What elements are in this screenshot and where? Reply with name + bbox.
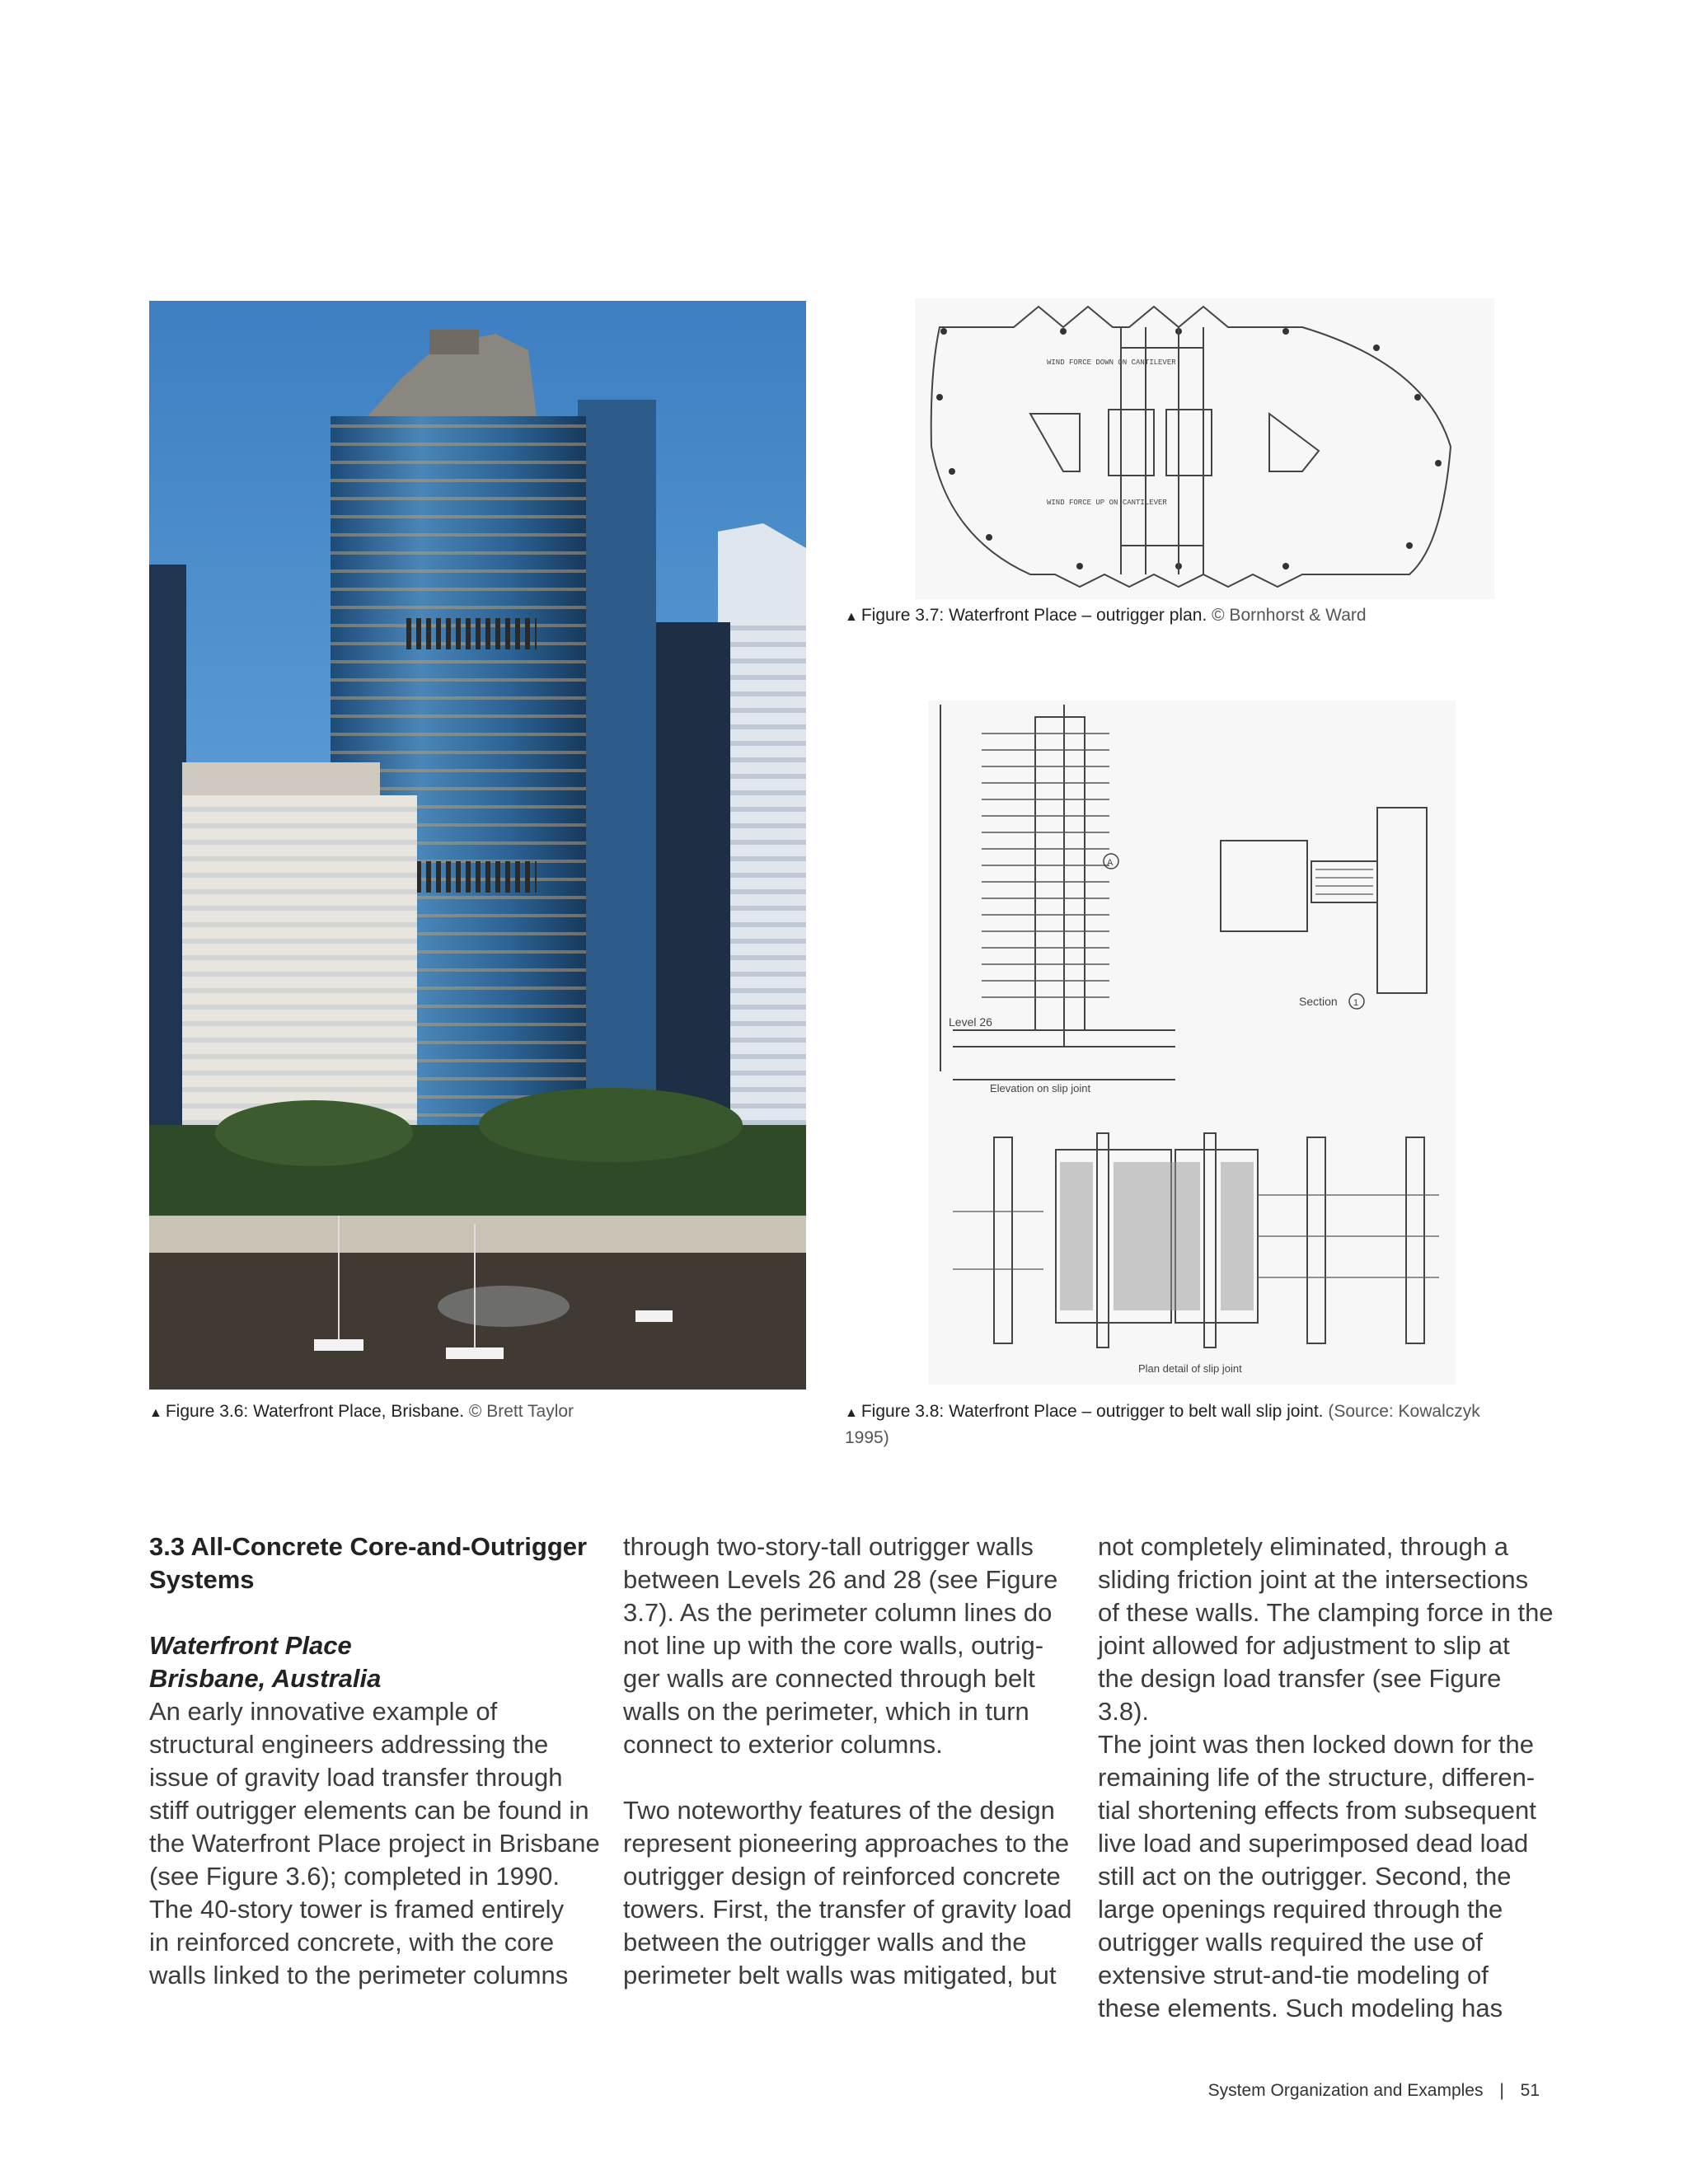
section-heading-line-1: 3.3 All-Concrete Core-and-Outrigger — [149, 1532, 588, 1561]
paragraph-line: between the outrigger walls and the — [623, 1928, 1027, 1957]
marker-a: A — [1107, 858, 1114, 868]
paragraph-line: 3.7). As the perimeter column lines do — [623, 1598, 1053, 1627]
paragraph-line: outrigger design of reinforced concrete — [623, 1862, 1061, 1891]
paragraph-line: remaining life of the structure, differen- — [1098, 1763, 1536, 1792]
paragraph-line: represent pioneering approaches to the — [623, 1829, 1070, 1858]
figure-3-6-photo — [149, 301, 806, 1390]
paragraph-line: The 40-story tower is framed entirely — [149, 1895, 565, 1924]
caption-marker-icon: ▲ — [149, 1406, 162, 1420]
body-column-3 — [1098, 1530, 1559, 2025]
figure-3-8-caption — [845, 1399, 1521, 1451]
figure-3-7-credit: © Bornhorst & Ward — [1212, 606, 1367, 625]
figure-3-6-caption — [149, 1399, 800, 1426]
paragraph-line: through two-story-tall outrigger walls — [623, 1532, 1034, 1561]
paragraph-line: connect to exterior columns. — [623, 1730, 943, 1759]
project-location: Brisbane, Australia — [149, 1664, 382, 1693]
paragraph-line: live load and superimposed dead load — [1098, 1829, 1529, 1858]
elevation-label: Elevation on slip joint — [990, 1082, 1091, 1094]
figure-3-8-title: Figure 3.8: Waterfront Place – outrigger to belt wall slip joint. — [860, 1402, 1324, 1421]
paragraph-line: The joint was then locked down for the — [1098, 1730, 1535, 1759]
figure-3-7-caption — [845, 603, 1504, 630]
paragraph-line: walls on the perimeter, which in turn — [623, 1697, 1029, 1726]
project-name: Waterfront Place — [149, 1631, 352, 1660]
figure-3-6-title: Figure 3.6: Waterfront Place, Brisbane. — [165, 1402, 465, 1421]
figure-3-7-drawing — [915, 298, 1494, 599]
figure-3-6-credit: © Brett Taylor — [468, 1402, 574, 1421]
slip-joint-drawing — [928, 701, 1456, 1385]
paragraph-line: extensive strut-and-tie modeling of — [1098, 1961, 1489, 1990]
page-footer — [1208, 2081, 1540, 2101]
paragraph-line: the Waterfront Place project in Brisbane — [149, 1829, 600, 1858]
figure-3-8-drawing — [928, 701, 1456, 1385]
outrigger-plan-drawing — [915, 298, 1494, 599]
section-number: 1 — [1353, 998, 1359, 1008]
paragraph-line: structural engineers addressing the — [149, 1730, 549, 1759]
waterfront-place-photo — [149, 301, 806, 1390]
footer-section-title: System Organization and Examples — [1207, 2081, 1484, 2100]
paragraph-line: in reinforced concrete, with the core — [149, 1928, 555, 1957]
paragraph-line: not line up with the core walls, outrig- — [623, 1631, 1044, 1660]
paragraph-line: towers. First, the transfer of gravity load — [623, 1895, 1072, 1924]
paragraph-line: stiff outrigger elements can be found in — [149, 1796, 589, 1825]
paragraph-line: ger walls are connected through belt — [623, 1664, 1035, 1693]
paragraph-line: (see Figure 3.6); completed in 1990. — [149, 1862, 560, 1891]
caption-marker-icon: ▲ — [845, 1406, 858, 1420]
caption-marker-icon: ▲ — [845, 610, 858, 624]
paragraph-line: large openings required through the — [1098, 1895, 1503, 1924]
paragraph-line: the design load transfer (see Figure 3.8). — [1098, 1664, 1502, 1726]
paragraph-line: between Levels 26 and 28 (see Figure — [623, 1565, 1058, 1594]
paragraph-line: these elements. Such modeling has — [1098, 1994, 1503, 2022]
plan-label: Plan detail of slip joint — [1138, 1362, 1242, 1375]
paragraph-line: An early innovative example of — [149, 1697, 498, 1726]
level-26-label: Level 26 — [949, 1015, 992, 1029]
paragraph-line: tial shortening effects from subsequent — [1098, 1796, 1536, 1825]
paragraph-line: issue of gravity load transfer through — [149, 1763, 563, 1792]
paragraph-line: perimeter belt walls was mitigated, but — [623, 1961, 1057, 1990]
paragraph-line: sliding friction joint at the intersections — [1098, 1565, 1529, 1594]
paragraph-line: joint allowed for adjustment to slip at — [1098, 1631, 1510, 1660]
paragraph-line: walls linked to the perimeter columns — [149, 1961, 569, 1990]
section-label: Section — [1299, 995, 1338, 1008]
figure-3-7-title: Figure 3.7: Waterfront Place – outrigger plan. — [860, 606, 1207, 625]
paragraph-line: of these walls. The clamping force in the — [1098, 1598, 1554, 1627]
paragraph-line: outrigger walls required the use of — [1098, 1928, 1483, 1957]
footer-separator: | — [1499, 2081, 1504, 2100]
figure-3-8-credit: (Source: Kowalczyk 1995) — [845, 1402, 1480, 1447]
paragraph-line: still act on the outrigger. Second, the — [1098, 1862, 1512, 1891]
body-column-1 — [149, 1530, 611, 1992]
paragraph-line: not completely eliminated, through a — [1098, 1532, 1509, 1561]
wind-down-label: WIND FORCE DOWN ON CANTILEVER — [1047, 359, 1176, 367]
page-number: 51 — [1520, 2081, 1540, 2100]
body-column-2 — [623, 1530, 1085, 1992]
section-heading-line-2: Systems — [149, 1565, 255, 1594]
wind-up-label: WIND FORCE UP ON CANTILEVER — [1047, 499, 1167, 507]
paragraph-line: Two noteworthy features of the design — [623, 1796, 1055, 1825]
